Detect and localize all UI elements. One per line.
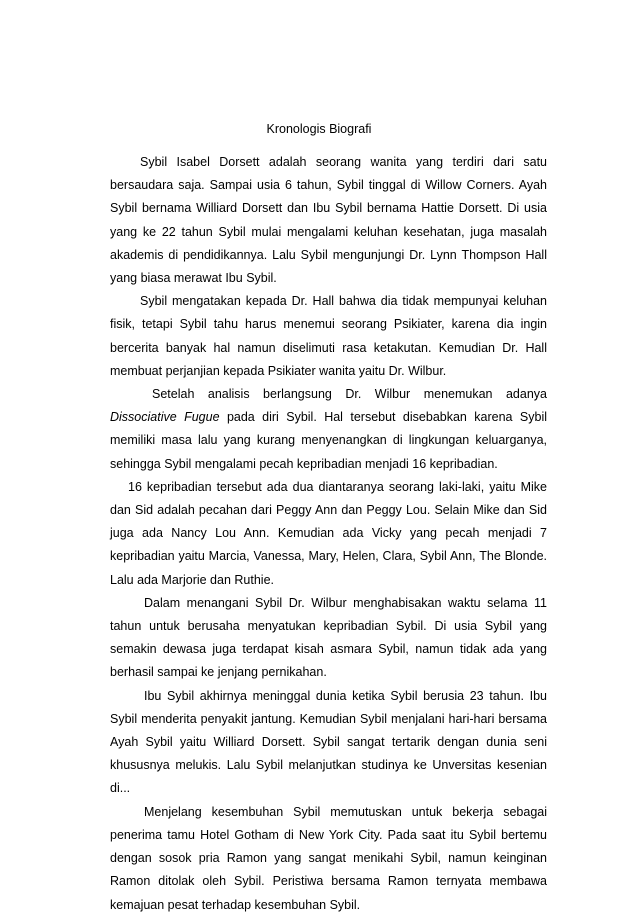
paragraph-6: Ibu Sybil akhirnya meninggal dunia ketika Sybil berusia 23 tahun. Ibu Sybil menderita penyakit jantung. Kemudian Sybil menjalani hari-hari bersama Ayah Sybil yaitu Williard Dorsett. Sybil sangat tertarik dengan dunia seni khususnya melukis. Lalu Sybil melanjutkan studinya ke Unversitas kesenian di... bbox=[110, 688, 547, 796]
paragraph-3 bbox=[110, 383, 547, 476]
paragraph-7: Menjelang kesembuhan Sybil memutuskan untuk bekerja sebagai penerima tamu Hotel Gotham di New York City. Pada saat itu Sybil bertemu dengan sosok pria Ramon yang sangat menikahi Sybil, namun keinginan Ramon ditolak oleh Sybil. Peristiwa bersama Ramon ternyata membawa kemajuan pesat terhadap kesembuhan Sybil. bbox=[110, 804, 547, 912]
document-title: Kronologis Biografi bbox=[266, 122, 372, 136]
paragraph-3-text-start: Setelah analisis berlangsung Dr. Wilbur menemukan adanya bbox=[152, 387, 547, 402]
paragraph-3-italic-term: Dissociative Fugue bbox=[110, 410, 220, 425]
paragraph-4: 16 kepribadian tersebut ada dua diantaranya seorang laki-laki, yaitu Mike dan Sid adalah pecahan dari Peggy Ann dan Peggy Lou. Selain Mike dan Sid juga ada Nancy Lou Ann. Kemudian ada Vicky yang pecah menjadi 7 kepribadian yaitu Marcia, Vanessa, Mary, Helen, Clara, Sybil Ann, The Blonde. Lalu ada Marjorie dan Ruthie. bbox=[110, 479, 547, 587]
paragraph-2: Sybil mengatakan kepada Dr. Hall bahwa dia tidak mempunyai keluhan fisik, tetapi Sybil tahu harus menemui seorang Psikiater, karena dia ingin bercerita banyak hal namun diselimuti rasa ketakutan. Kemudian Dr. Hall membuat perjanjian kepada Psikiater wanita yaitu Dr. Wilbur. bbox=[110, 294, 547, 378]
document-body bbox=[110, 151, 547, 917]
paragraph-1: Sybil Isabel Dorsett adalah seorang wanita yang terdiri dari satu bersaudara saja. Sampai usia 6 tahun, Sybil tinggal di Willow Corners. Ayah Sybil bernama Williard Dorsett dan Ibu Sybil bernama Hattie Dorsett. Di usia yang ke 22 tahun Sybil mulai mengalami keluhan kesehatan, juga masalah akademis di pendidikannya. Lalu Sybil mengunjungi Dr. Lynn Thompson Hall yang biasa merawat Ibu Sybil. bbox=[110, 155, 547, 286]
paragraph-3-text-end: pada diri Sybil. Hal tersebut disebabkan karena Sybil memiliki masa lalu yang kurang menyenangkan di lingkungan keluarganya, sehingga Sybil mengalami pecah kepribadian menjadi 16 kepribadian. bbox=[110, 410, 547, 471]
paragraph-5: Dalam menangani Sybil Dr. Wilbur menghabisakan waktu selama 11 tahun untuk berusaha menyatukan kepribadian Sybil. Di usia Sybil yang semakin dewasa juga terdapat kisah asmara Sybil, namun tidak ada yang berhasil sampai ke jenjang pernikahan. bbox=[110, 595, 547, 680]
